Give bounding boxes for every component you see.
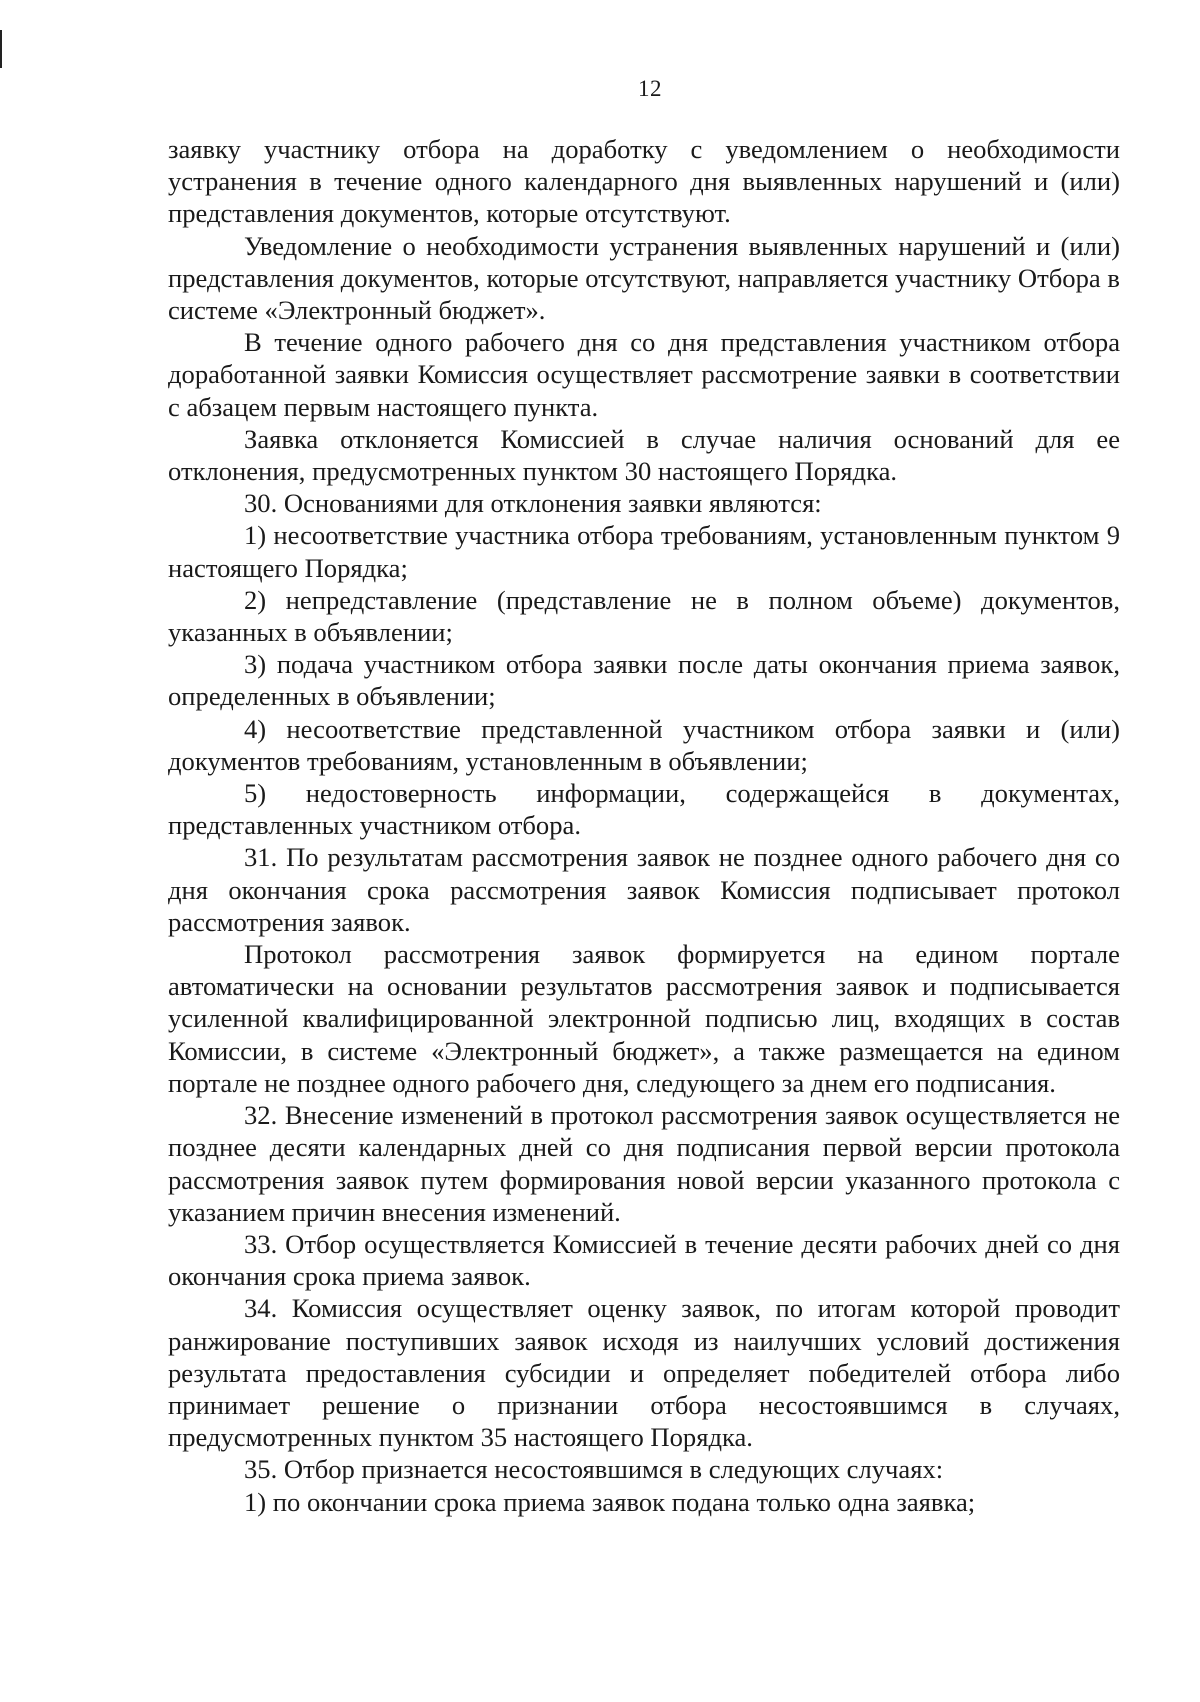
- list-item: 1) несоответствие участника отбора требованиям, установленным пунктом 9 настоящего Порядка;: [168, 520, 1120, 583]
- document-body: [168, 133, 1120, 1518]
- section-32: 32. Внесение изменений в протокол рассмотрения заявок осуществляется не позднее десяти календарных дней со дня подписания первой версии протокола рассмотрения заявок путем формирования новой версии указанного протокола с указанием причин внесения изменений.: [168, 1100, 1120, 1227]
- paragraph: заявку участнику отбора на доработку с уведомлением о необходимости устранения в течение одного календарного дня выявленных нарушений и (или) представления документов, которые отсутствуют.: [168, 134, 1120, 229]
- section-33: 33. Отбор осуществляется Комиссией в течение десяти рабочих дней со дня окончания срока приема заявок.: [168, 1228, 1120, 1292]
- scan-edge-mark: [0, 30, 2, 68]
- paragraph: В течение одного рабочего дня со дня представления участником отбора доработанной заявки Комиссия осуществляет рассмотрение заявки в соответствии с абзацем первым настоящего пункта.: [168, 327, 1120, 422]
- list-item: 3) подача участником отбора заявки после даты окончания приема заявок, определенных в объявлении;: [168, 649, 1120, 712]
- paragraph: Заявка отклоняется Комиссией в случае наличия оснований для ее отклонения, предусмотренных пунктом 30 настоящего Порядка.: [168, 423, 1120, 487]
- paragraph: Уведомление о необходимости устранения выявленных нарушений и (или) представления документов, которые отсутствуют, направляется участнику Отбора в системе «Электронный бюджет».: [168, 230, 1120, 326]
- section-heading-30: 30. Основаниями для отклонения заявки являются:: [244, 488, 822, 519]
- section-34: 34. Комиссия осуществляет оценку заявок, по итогам которой проводит ранжирование поступивших заявок исходя из наилучших условий достижения результата предоставления субсидии и определяет победителей отбора либо принимает решение о признании отбора несостоявшимся в случаях, предусмотренных пунктом 35 настоящего Порядка.: [168, 1293, 1120, 1453]
- page-number: 12: [638, 76, 662, 101]
- list-item: 1) по окончании срока приема заявок подана только одна заявка;: [244, 1486, 976, 1517]
- section-heading-35: 35. Отбор признается несостоявшимся в следующих случаях:: [244, 1454, 944, 1485]
- list-item: 5) недостоверность информации, содержащейся в документах, представленных участником отбора.: [168, 778, 1120, 841]
- section-31: 31. По результатам рассмотрения заявок не позднее одного рабочего дня со дня окончания срока рассмотрения заявок Комиссия подписывает протокол рассмотрения заявок.: [168, 842, 1120, 937]
- list-item: 4) несоответствие представленной участником отбора заявки и (или) документов требованиям, установленным в объявлении;: [168, 713, 1120, 776]
- paragraph: Протокол рассмотрения заявок формируется на едином портале автоматически на основании результатов рассмотрения заявок и подписывается усиленной квалифицированной электронной подписью лиц, входящих в состав Комиссии, в системе «Электронный бюджет», а также размещается на едином портале не позднее одного рабочего дня, следующего за днем его подписания.: [168, 939, 1120, 1098]
- list-item: 2) непредставление (представление не в полном объеме) документов, указанных в объявлении;: [168, 584, 1120, 648]
